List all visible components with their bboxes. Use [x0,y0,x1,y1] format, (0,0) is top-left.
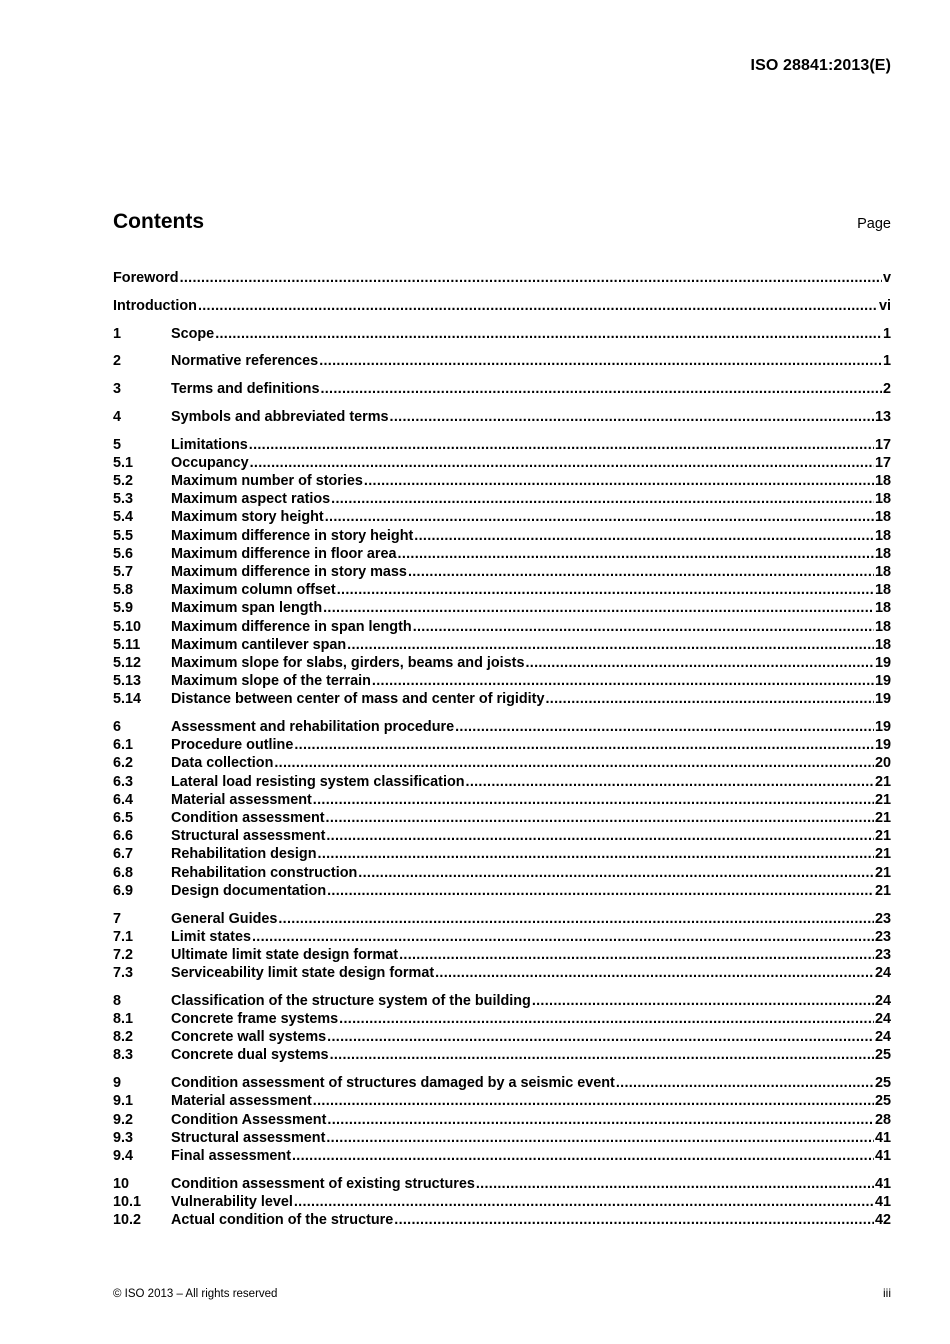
toc-entry[interactable] [113,1193,891,1211]
toc-entry[interactable] [113,928,891,946]
toc-entry-page: 24 [874,1029,891,1046]
toc-entry[interactable] [113,809,891,827]
toc-entry[interactable] [113,992,891,1010]
toc-entry-title: Data collection [171,755,274,772]
toc-entry-page: 25 [874,1075,891,1092]
toc-entry-title: Maximum slope for slabs, girders, beams and joists [171,654,525,671]
toc-entry-page: 41 [874,1193,891,1210]
toc-entry[interactable] [113,754,891,772]
toc-entry-page: 19 [874,719,891,736]
toc-entry[interactable] [113,436,891,454]
toc-leader-dots [525,654,874,672]
toc-entry-title: Maximum aspect ratios [171,491,331,508]
toc-entry-page: 21 [874,846,891,863]
toc-entry-page: v [882,270,891,286]
toc-leader-dots [215,325,882,343]
toc-entry[interactable] [113,736,891,754]
toc-leader-dots [249,436,874,454]
toc-entry[interactable] [113,1147,891,1165]
toc-entry-title: Concrete dual systems [171,1047,329,1064]
toc-leader-dots [292,1147,874,1165]
toc-entry-number: 2 [113,353,122,370]
toc-entry-page: 42 [874,1212,891,1229]
toc-entry-number: 7.1 [113,928,134,945]
toc-entry[interactable] [113,472,891,490]
toc-entry[interactable] [113,618,891,636]
toc-entry[interactable] [113,654,891,672]
toc-entry-number: 1 [113,325,122,342]
toc-leader-dots [545,690,874,708]
toc-entry-title: Concrete frame systems [171,1011,339,1028]
toc-leader-dots [320,380,882,398]
toc-entry[interactable] [113,1111,891,1129]
toc-entry[interactable] [113,1211,891,1229]
toc-entry-title: Rehabilitation construction [171,864,358,881]
toc-entry-page: 18 [874,527,891,544]
toc-entry-number: 10.2 [113,1212,142,1229]
toc-entry-title: Lateral load resisting system classification [171,773,465,790]
toc-entry-number: 8.3 [113,1047,134,1064]
toc-entry-number: 6.1 [113,737,134,754]
toc-entry-number: 5.14 [113,691,142,708]
toc-entry-number: 6.6 [113,828,134,845]
toc-entry-page: 17 [874,454,891,471]
toc-entry-page: 18 [874,491,891,508]
toc-entry[interactable] [113,297,891,315]
toc-entry-number: 6.7 [113,846,134,863]
toc-leader-dots [331,490,874,508]
toc-entry-page: 18 [874,636,891,653]
toc-entry-number: 9 [113,1075,122,1092]
toc-entry-title: Terms and definitions [171,381,320,398]
toc-entry-number: 5.3 [113,491,134,508]
toc-entry-title: Condition assessment of structures damaged by a seismic event [171,1075,615,1092]
toc-entry-page: 21 [874,864,891,881]
toc-entry-page: 2 [882,381,891,398]
toc-entry[interactable] [113,490,891,508]
toc-entry-page: 21 [874,882,891,899]
toc-entry-number: 5.7 [113,564,134,580]
toc-leader-dots [318,845,874,863]
toc-entry-page: 23 [874,946,891,963]
toc-entry[interactable] [113,325,891,343]
toc-entry-page: 25 [874,1093,891,1110]
toc-entry-page: 21 [874,791,891,808]
toc-entry-title: Classification of the structure system of the building [171,992,531,1009]
toc-entry[interactable] [113,527,891,545]
page-title: Contents [113,210,204,233]
toc-entry-number: 7.3 [113,965,134,982]
toc-leader-dots [327,882,874,900]
toc-entry-title: Vulnerability level [171,1193,293,1210]
toc-leader-dots [274,754,874,772]
toc-entry-page: 18 [874,545,891,562]
toc-leader-dots [476,1175,874,1193]
toc-entry-title: Scope [171,325,215,342]
toc-leader-dots [408,563,874,581]
toc-entry-title: Assessment and rehabilitation procedure [171,719,455,736]
toc-entry[interactable] [113,791,891,809]
toc-entry-page: 19 [874,673,891,690]
toc-entry[interactable] [113,672,891,690]
toc-leader-dots [390,408,874,426]
toc-entry[interactable] [113,563,891,581]
toc-leader-dots [326,809,874,827]
toc-entry-number: 6 [113,719,122,736]
toc-leader-dots [414,527,874,545]
toc-entry-page: 18 [874,473,891,490]
toc-leader-dots [326,827,874,845]
toc-entry[interactable] [113,864,891,882]
toc-leader-dots [319,352,882,370]
toc-entry[interactable] [113,581,891,599]
toc-leader-dots [466,773,874,791]
toc-entry-number: 6.2 [113,755,134,772]
toc-entry-number: 5.2 [113,473,134,490]
toc-entry[interactable] [113,1129,891,1147]
toc-entry-page: 18 [874,582,891,599]
toc-entry-page: 18 [874,618,891,635]
toc-entry-title: Maximum number of stories [171,473,363,490]
toc-entry[interactable] [113,454,891,472]
toc-entry-title: Maximum story height [171,509,324,526]
toc-entry[interactable] [113,1175,891,1193]
toc-entry-title: Serviceability limit state design format [171,965,435,982]
toc-entry-number: 8.1 [113,1011,134,1028]
toc-entry-number: 9.1 [113,1093,134,1110]
toc-entry[interactable] [113,845,891,863]
toc-leader-dots [198,297,878,315]
toc-leader-dots [337,581,874,599]
toc-leader-dots [250,454,874,472]
toc-leader-dots [339,1010,874,1028]
toc-leader-dots [413,618,874,636]
copyright-notice: © ISO 2013 – All rights reserved [113,1288,278,1300]
toc-entry-title: Structural assessment [171,1129,326,1146]
toc-entry-number: 5.13 [113,673,142,690]
toc-entry-number: 4 [113,408,122,425]
toc-leader-dots [294,1193,874,1211]
toc-entry-number: 5.9 [113,600,134,617]
toc-entry-page: 21 [874,828,891,845]
toc-entry-number: 5.12 [113,654,142,671]
toc-entry[interactable] [113,1074,891,1092]
toc-entry[interactable] [113,946,891,964]
toc-entry-title: Maximum difference in floor area [171,545,397,562]
toc-entry-page: 41 [874,1129,891,1146]
toc-entry-page: 18 [874,600,891,617]
toc-entry-number: 5.8 [113,582,134,599]
toc-entry-title: Actual condition of the structure [171,1212,394,1229]
toc-leader-dots [330,1046,874,1064]
toc-entry-page: 28 [874,1111,891,1128]
toc-leader-dots [327,1111,874,1129]
toc-entry-title: Limitations [171,436,248,453]
toc-entry-page: 18 [874,509,891,526]
toc-entry-page: 23 [874,928,891,945]
toc-leader-dots [358,864,874,882]
toc-entry-title: Occupancy [171,454,249,471]
toc-entry-number: 8.2 [113,1029,134,1046]
toc-entry-title: Maximum span length [171,600,323,617]
toc-entry[interactable] [113,1092,891,1110]
toc-entry-number: 6.4 [113,791,134,808]
toc-entry-number: 6.5 [113,810,134,827]
toc-entry-number: 7 [113,910,122,927]
toc-entry[interactable] [113,545,891,563]
toc-entry-number: 6.3 [113,773,134,790]
toc-entry[interactable] [113,1028,891,1046]
toc-entry-title: Maximum difference in story mass [171,564,407,580]
toc-entry-title: Ultimate limit state design format [171,946,399,963]
toc-entry-page: 21 [874,773,891,790]
toc-entry-title: Design documentation [171,882,327,899]
toc-entry-number: 5.1 [113,454,134,471]
toc-leader-dots [313,791,874,809]
toc-entry-page: 24 [874,992,891,1009]
toc-entry[interactable] [113,508,891,526]
toc-entry-page: 18 [874,564,891,580]
toc-entry[interactable] [113,636,891,654]
toc-entry-page: 25 [874,1047,891,1064]
toc-entry-number: 3 [113,381,122,398]
toc-entry-number: 5.5 [113,527,134,544]
toc-entry-page: 1 [882,353,891,370]
table-of-contents [113,269,891,1229]
toc-entry-title: Condition Assessment [171,1111,327,1128]
toc-entry-title: Introduction [113,297,197,314]
toc-leader-dots [180,269,882,287]
page-number: iii [883,1286,891,1300]
toc-leader-dots [394,1211,874,1229]
toc-entry[interactable] [113,773,891,791]
toc-leader-dots [278,910,874,928]
toc-entry[interactable] [113,599,891,617]
toc-entry[interactable] [113,910,891,928]
toc-entry-page: 19 [874,654,891,671]
toc-entry-title: Maximum slope of the terrain [171,673,371,690]
toc-entry-title: Normative references [171,353,319,370]
toc-entry-number: 9.4 [113,1148,134,1164]
toc-entry-page: vi [878,297,891,314]
toc-entry-page: 1 [882,325,891,342]
toc-entry-page: 21 [874,810,891,827]
toc-entry[interactable] [113,1046,891,1064]
toc-leader-dots [399,946,874,964]
toc-entry-title: Symbols and abbreviated terms [171,408,389,425]
toc-entry-number: 5 [113,436,122,453]
toc-leader-dots [323,599,874,617]
toc-leader-dots [252,928,874,946]
toc-entry[interactable] [113,718,891,736]
toc-entry[interactable] [113,882,891,900]
page-column-label: Page [857,216,891,232]
toc-entry-number: 5.6 [113,545,134,562]
toc-entry[interactable] [113,352,891,370]
toc-leader-dots [347,636,874,654]
toc-entry-number: 9.2 [113,1111,134,1128]
toc-entry-title: Limit states [171,928,251,945]
toc-entry-number: 5.10 [113,618,142,635]
toc-entry-page: 41 [874,1175,891,1192]
toc-entry-title: Rehabilitation design [171,846,317,863]
toc-entry-page: 23 [874,910,891,927]
toc-entry-title: Procedure outline [171,737,294,754]
toc-entry-title: Concrete wall systems [171,1029,327,1046]
toc-entry-number: 10.1 [113,1193,142,1210]
toc-leader-dots [327,1028,874,1046]
toc-entry-title: Maximum cantilever span [171,636,347,653]
toc-entry[interactable] [113,690,891,708]
toc-entry-title: Distance between center of mass and center of rigidity [171,691,545,708]
toc-entry-title: Material assessment [171,1093,312,1110]
document-id: ISO 28841:2013(E) [750,57,891,74]
toc-leader-dots [455,718,874,736]
toc-entry-number: 8 [113,992,122,1009]
toc-entry[interactable] [113,380,891,398]
toc-entry-number: 6.9 [113,882,134,899]
toc-entry-title: General Guides [171,910,278,927]
toc-entry-page: 24 [874,965,891,982]
toc-entry-number: 7.2 [113,946,134,963]
toc-leader-dots [398,545,874,563]
toc-entry-number: 6.8 [113,864,134,881]
toc-entry-page: 19 [874,737,891,754]
toc-entry-page: 19 [874,691,891,708]
toc-entry[interactable] [113,1010,891,1028]
toc-leader-dots [325,508,874,526]
toc-entry-page: 41 [874,1148,891,1164]
toc-leader-dots [532,992,874,1010]
toc-entry-title: Condition assessment of existing structures [171,1175,475,1192]
toc-entry-page: 20 [874,755,891,772]
toc-entry-page: 24 [874,1011,891,1028]
toc-entry-number: 10 [113,1175,130,1192]
toc-entry-title: Foreword [113,270,179,286]
toc-entry-title: Condition assessment [171,810,325,827]
toc-entry-title: Maximum difference in story height [171,527,414,544]
toc-entry-page: 17 [874,436,891,453]
toc-entry-page: 13 [874,408,891,425]
toc-leader-dots [616,1074,874,1092]
toc-entry[interactable] [113,408,891,426]
toc-entry-number: 9.3 [113,1129,134,1146]
toc-entry-title: Maximum difference in span length [171,618,412,635]
toc-entry[interactable] [113,269,891,287]
toc-entry-title: Maximum column offset [171,582,336,599]
toc-leader-dots [364,472,874,490]
toc-entry-title: Material assessment [171,791,312,808]
toc-leader-dots [313,1092,874,1110]
toc-entry-title: Final assessment [171,1148,291,1164]
toc-leader-dots [372,672,874,690]
toc-entry[interactable] [113,827,891,845]
toc-entry[interactable] [113,964,891,982]
toc-leader-dots [326,1129,874,1147]
toc-entry-number: 5.11 [113,636,141,653]
toc-entry-number: 5.4 [113,509,134,526]
toc-entry-title: Structural assessment [171,828,326,845]
toc-leader-dots [294,736,874,754]
toc-leader-dots [435,964,874,982]
